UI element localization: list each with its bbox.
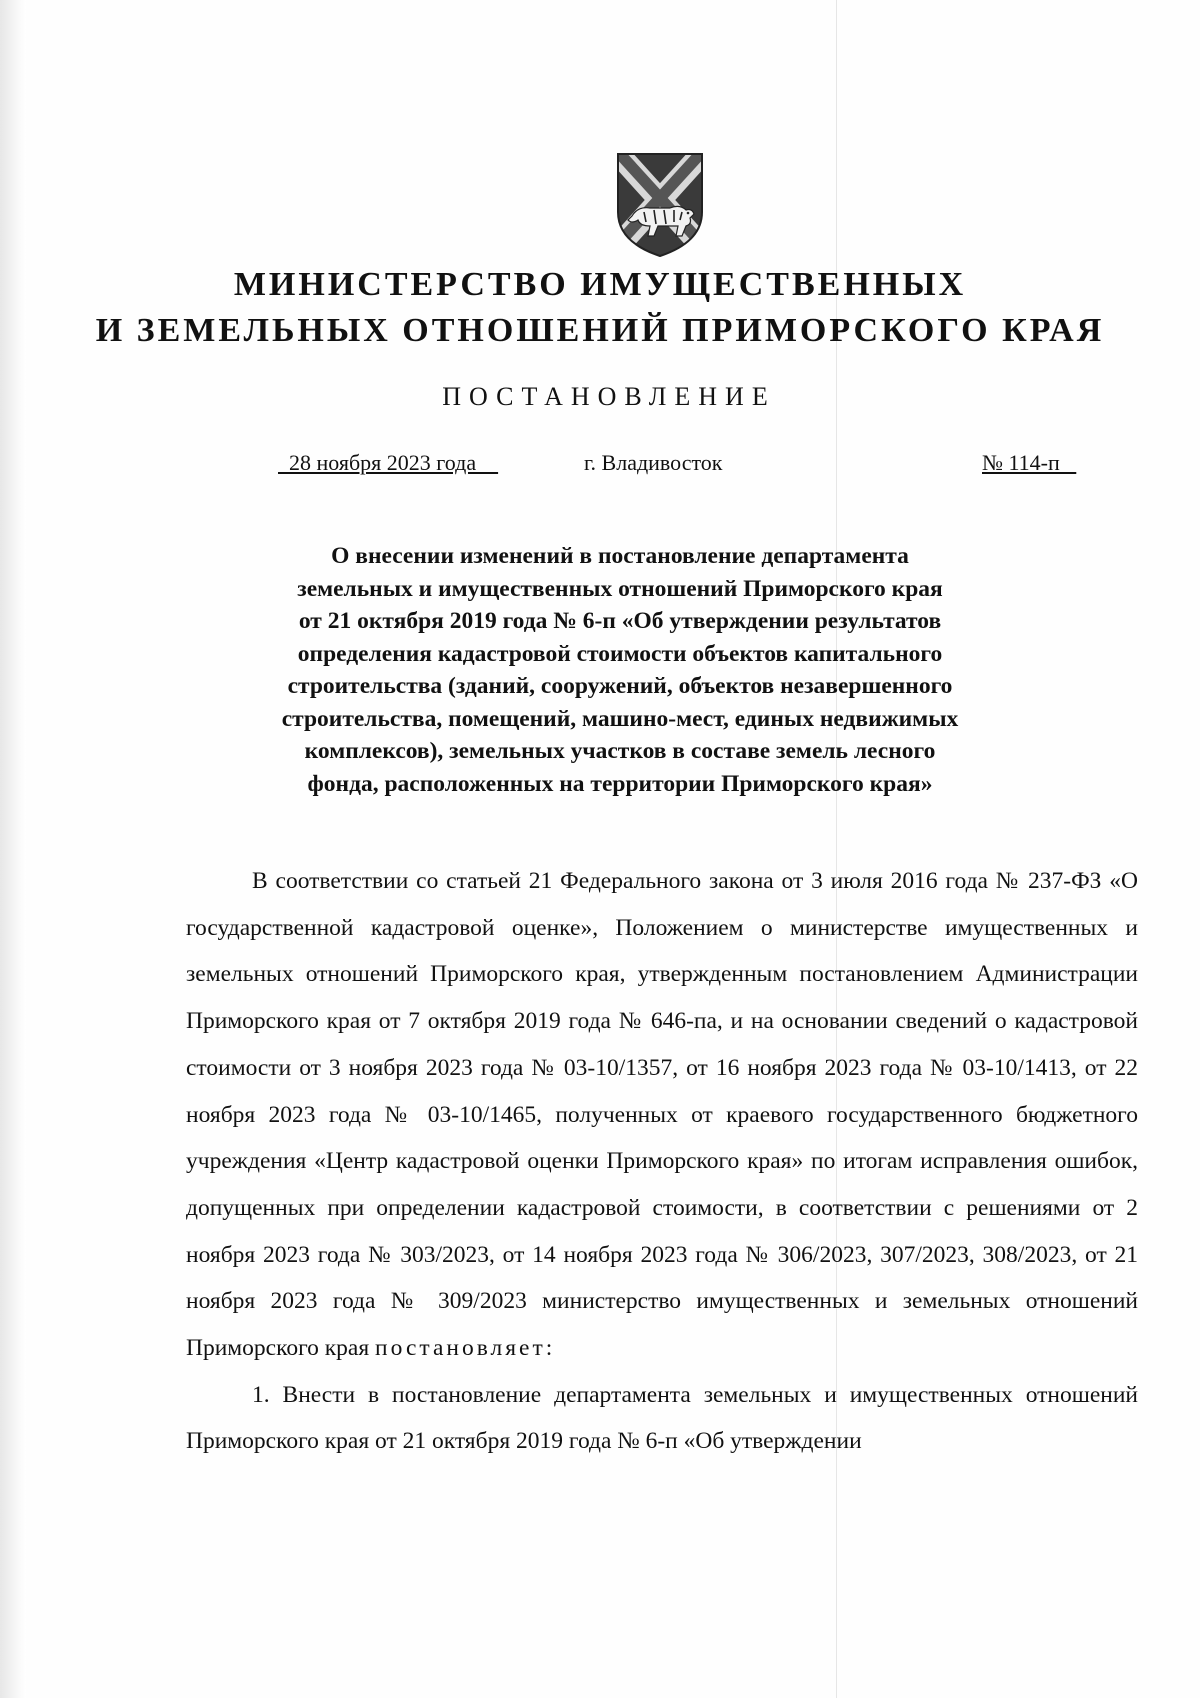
subject-line: строительства (зданий, сооружений, объектов незавершенного: [287, 673, 953, 699]
document-city: г. Владивосток: [584, 450, 723, 475]
preamble-paragraph: [186, 858, 1138, 1372]
document-date: 28 ноября 2023 года: [278, 450, 499, 475]
preamble-text: В соответствии со статьей 21 Федерального закона от 3 июля 2016 года № 237-ФЗ «О государственной кадастровой оценке», Положением о министерстве имущественных и земельных отношений Приморского края, утвержденным постановлением Администрации Приморского края от 7 октября 2019 года № 646-па, и на основании сведений о кадастровой стоимости от 3 ноября 2023 года № 03-10/1357, от 16 ноября 2023 года № 03-10/1413, от 22 ноября 2023 года № 03-10/1465, полученных от краевого государственного бюджетного учреждения «Центр кадастровой оценки Приморского края» по итогам исправления ошибок, допущенных при определении кадастровой стоимости, в соответствии с решениями от 2 ноября 2023 года № 303/2023, от 14 ноября 2023 года № 306/2023, 307/2023, 308/2023, от 21 ноября 2023 года № 309/2023 министерство имущественных и земельных отношений Приморского края: [186, 868, 1138, 1362]
document-meta-row: [0, 450, 1200, 480]
ministry-title-line2: И ЗЕМЕЛЬНЫХ ОТНОШЕНИЙ ПРИМОРСКОГО КРАЯ: [95, 312, 1105, 349]
ministry-title: [0, 262, 1200, 354]
scan-edge: [0, 0, 26, 1698]
subject-line: от 21 октября 2019 года № 6-п «Об утверждении результатов: [298, 608, 942, 634]
item-1-paragraph: 1. Внести в постановление департамента земельных и имущественных отношений Приморского края от 21 октября 2019 года № 6-п «Об утверждении: [186, 1381, 1138, 1455]
subject-line: комплексов), земельных участков в составе земель лесного: [304, 738, 936, 764]
coat-of-arms-icon: [614, 150, 706, 258]
document-subject: [230, 540, 1010, 800]
document-type: ПОСТАНОВЛЕНИЕ: [442, 382, 776, 411]
subject-line: определения кадастровой стоимости объектов капитального: [297, 640, 943, 667]
subject-line: земельных и имущественных отношений Приморского края: [297, 575, 943, 602]
document-number: № 114-п: [982, 450, 1077, 475]
resolves-word: постановляет:: [375, 1335, 556, 1362]
document-body: [186, 858, 1138, 1465]
subject-line: строительства, помещений, машино-мест, единых недвижимых: [281, 705, 959, 732]
ministry-title-line1: МИНИСТЕРСТВО ИМУЩЕСТВЕННЫХ: [233, 266, 967, 303]
subject-line: О внесении изменений в постановление департамента: [331, 543, 909, 569]
subject-line: фонда, расположенных на территории Приморского края»: [307, 770, 933, 797]
